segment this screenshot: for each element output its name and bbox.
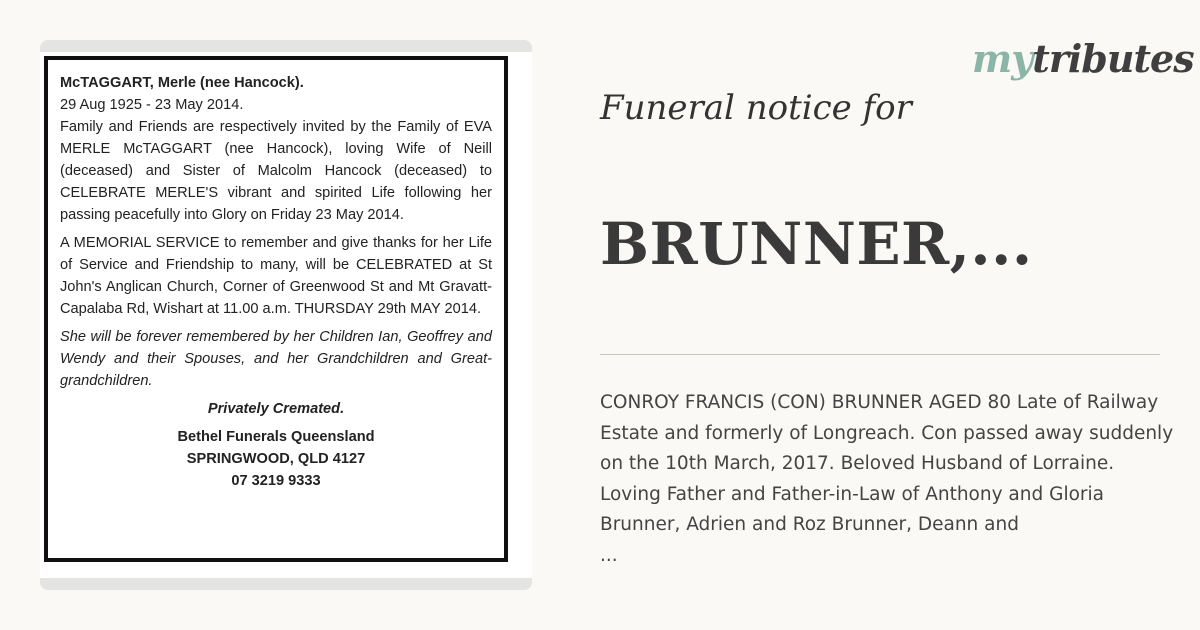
notice-director-phone: 07 3219 9333: [231, 473, 321, 489]
notice-director-name: Bethel Funerals Queensland: [177, 429, 375, 445]
notice-director-location: SPRINGWOOD, QLD 4127: [186, 451, 366, 467]
logo-my: my: [972, 36, 1033, 81]
page-subtitle: Funeral notice for: [600, 88, 912, 128]
notice-image-frame: [40, 40, 532, 590]
notice-description: CONROY FRANCIS (CON) BRUNNER AGED 80 Late of Railway Estate and formerly of Longreach. Con passed away suddenly on the 10th March, 2017. Beloved Husband of Lorraine. Loving Father and Father-in-Law of Anthony and Gloria Brunner, Adrien and Roz Brunner, Deann and ...: [600, 392, 1174, 566]
notice-paper: [40, 52, 532, 578]
notice-heading: McTAGGART, Merle (nee Hancock).: [60, 75, 304, 91]
divider: [600, 354, 1160, 355]
notice-paragraph-service: A MEMORIAL SERVICE to remember and give thanks for her Life of Service and Friendship to many, will be CELEBRATED at St John's Anglican Church, Corner of Greenwood St and Mt Gravatt-Capalaba Rd, Wishart at 11.00 a.m. THURSDAY 29th MAY 2014.: [60, 235, 492, 317]
logo-tributes: tributes: [1032, 36, 1194, 81]
notice-paragraph-remembered: She will be forever remembered by her Children Ian, Geoffrey and Wendy and their Spouses, and her Grandchildren and Great-grandchildren.: [60, 329, 492, 389]
notice-paragraph-invitation: Family and Friends are respectively invited by the Family of EVA MERLE McTAGGART (nee Hancock), loving Wife of Neill (deceased) and Sister of Malcolm Hancock (deceased) to CELEBRATE MERLE'S vibrant and spirited Life following her passing peacefully into Glory on Friday 23 May 2014.: [60, 119, 492, 223]
mytributes-logo[interactable]: [972, 36, 1194, 92]
notice-dates: 29 Aug 1925 - 23 May 2014.: [60, 97, 244, 113]
funeral-notice-clipping: [44, 56, 508, 562]
notice-cremated: Privately Cremated.: [207, 401, 345, 417]
deceased-name: BRUNNER,...: [600, 210, 1033, 278]
